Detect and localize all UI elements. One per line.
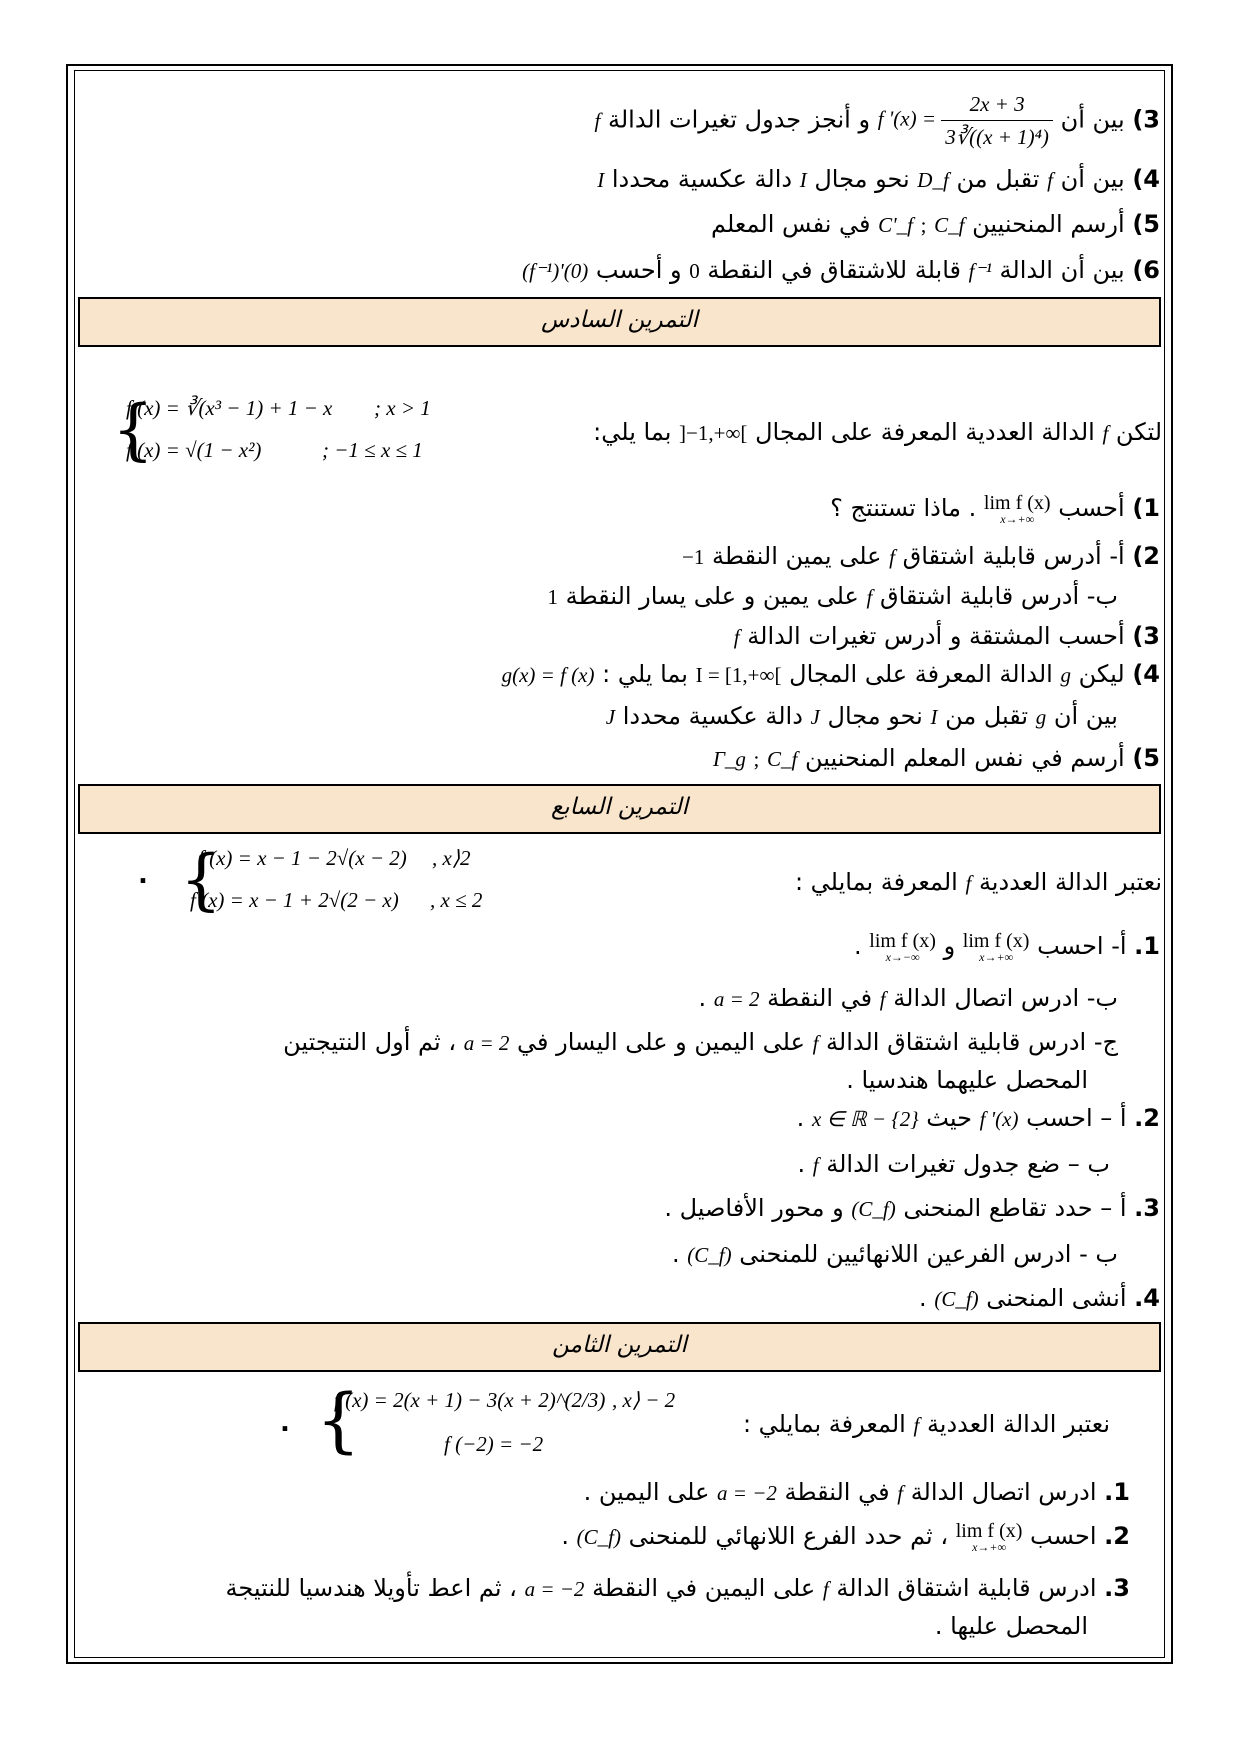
top-q3: 3) بين أن f '(x) = $\frac{2x + 3}{\text{3∛((x + 1)⁴)}}$ و أنجز جدول تغيرات الدالة f (595, 88, 1161, 153)
top-q5: 5) أرسم المنحنيين C_f ; C'_f في نفس المعلم (711, 210, 1160, 238)
ex7-q1b: ب- ادرس اتصال الدالة f في النقطة a = 2 . (698, 984, 1118, 1012)
ex7-q3b: ب - ادرس الفرعين اللانهائيين للمنحنى (C_f) . (672, 1240, 1118, 1268)
exercise-7-banner (78, 784, 1161, 834)
ex7-q1c-cont: المحصل عليهما هندسيا . (846, 1066, 1088, 1094)
ex6-q2b: ب- أدرس قابلية اشتقاق f على يمين و على يسار النقطة 1 (547, 582, 1118, 610)
exercise-7-title: التمرين السابع (550, 794, 689, 820)
ex8-q1: 1. ادرس اتصال الدالة f في النقطة a = −2 على اليمين . (583, 1478, 1130, 1506)
ex7-q2b: ب – ضع جدول تغيرات الدالة f . (797, 1150, 1110, 1178)
ex6-system: { f (x) = ∛(x³ − 1) + 1 − x ; x > 1 f (x) = √(1 − x²) ; −1 ≤ x ≤ 1 (112, 391, 431, 468)
ex8-system-dot: . (280, 1408, 290, 1438)
ex6-q2a: 2) أ- أدرس قابلية اشتقاق f على يمين النقطة −1 (681, 542, 1160, 570)
ex7-intro: نعتبر الدالة العددية f المعرفة بمايلي : (794, 868, 1162, 896)
ex6-q3: 3) أحسب المشتقة و أدرس تغيرات الدالة f (733, 622, 1160, 650)
ex7-system: { f (x) = x − 1 − 2√(x − 2) , x⟩2 f (x) = x − 1 + 2√(2 − x) , x ≤ 2 (180, 841, 483, 918)
ex7-q4: 4. أنشى المنحنى (C_f) . (919, 1284, 1160, 1312)
ex8-system: { f (x) = 2(x + 1) − 3(x + 2)^(2/3) , x⟩ − 2 f (−2) = −2 (316, 1379, 676, 1461)
top-q4: 4) بين أن f تقبل من D_f نحو مجال I دالة عكسية محددا I (597, 165, 1160, 193)
ex6-q4: 4) ليكن g الدالة المعرفة على المجال I = [1,+∞[ بما يلي : g(x) = f (x) (501, 660, 1160, 688)
ex8-q3: 3. ادرس قابلية اشتقاق الدالة f على اليمين في النقطة a = −2 ، ثم اعط تأويلا هندسيا للنتيجة (225, 1574, 1130, 1602)
ex7-system-dot: . (138, 860, 148, 890)
exercise-8-banner (78, 1322, 1161, 1372)
ex8-intro: نعتبر الدالة العددية f المعرفة بمايلي : (742, 1410, 1110, 1438)
ex7-q1c: ج- ادرس قابلية اشتقاق الدالة f على اليمين و على اليسار في a = 2 ، ثم أول النتيجتين (283, 1028, 1118, 1056)
ex6-q5: 5) أرسم في نفس المعلم المنحنيين C_f ; Γ_g (712, 744, 1160, 772)
ex6-intro: لتكن f الدالة العددية المعرفة على المجال ]−1,+∞[ بما يلي: (593, 418, 1162, 446)
ex6-q4b: بين أن g تقبل من I نحو مجال J دالة عكسية محددا J (605, 702, 1118, 730)
ex7-q3a: 3. أ – حدد تقاطع المنحنى (C_f) و محور الأفاصيل . (664, 1194, 1160, 1222)
exercise-6-title: التمرين السادس (541, 307, 698, 333)
top-q6: 6) بين أن الدالة f⁻¹ قابلة للاشتقاق في النقطة 0 و أحسب (f⁻¹)'(0) (522, 256, 1160, 284)
exercise-8-title: التمرين الثامن (552, 1332, 687, 1358)
ex8-q3-cont: المحصل عليها . (934, 1612, 1088, 1640)
ex8-q2: 2. احسب lim f (x) x→+∞ ، ثم حدد الفرع اللانهائي للمنحنى (C_f) . (561, 1520, 1130, 1555)
exercise-6-banner (78, 297, 1161, 347)
ex7-q2a: 2. أ – احسب f '(x) حيث x ∈ ℝ − {2} . (796, 1104, 1160, 1132)
ex6-q1: 1) أحسب lim f (x) x→+∞ . ماذا تستنتج ؟ (830, 492, 1160, 527)
ex7-q1a: 1. أ- احسب lim f (x) x→+∞ و lim f (x) x→−∞ . (853, 930, 1160, 965)
